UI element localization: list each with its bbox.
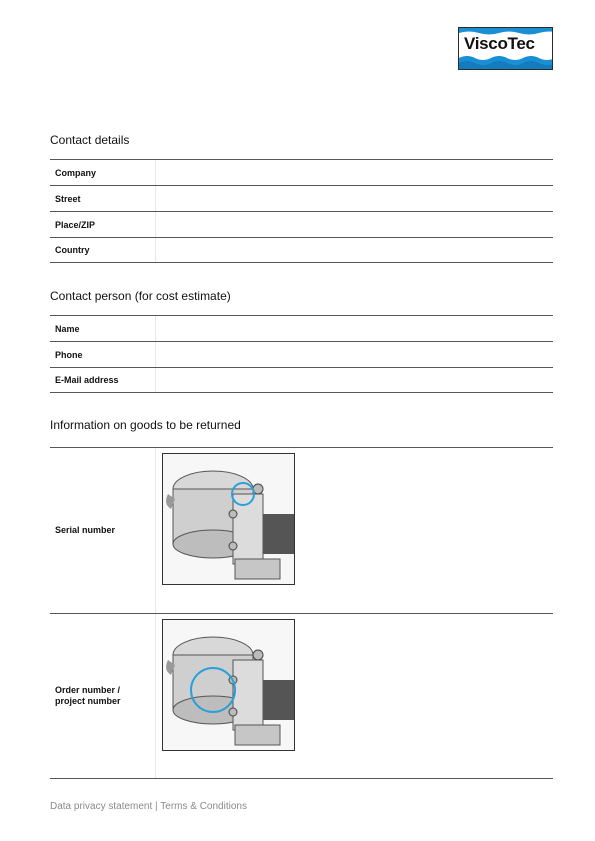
goods-title: Information on goods to be returned — [50, 418, 241, 432]
table-row — [50, 315, 553, 341]
row-label: Place/ZIP — [55, 219, 96, 230]
footer-separator: | — [155, 801, 158, 812]
goods-table — [50, 447, 553, 779]
table-row — [50, 211, 553, 237]
terms-link[interactable]: Terms & Conditions — [160, 801, 247, 812]
table-row — [50, 447, 553, 613]
logo-text: ViscoTec — [464, 34, 535, 53]
contact-person-table — [50, 315, 553, 393]
row-label: Phone — [55, 349, 83, 360]
footer — [50, 801, 247, 812]
row-label: Street — [55, 193, 81, 204]
phone-field[interactable] — [155, 342, 553, 367]
contact-person-title: Contact person (for cost estimate) — [50, 289, 231, 303]
viscotec-logo — [458, 27, 553, 70]
order-number-label-line2: project number — [55, 696, 121, 706]
name-field[interactable] — [155, 316, 553, 341]
table-row — [50, 613, 553, 779]
country-field[interactable] — [155, 238, 553, 262]
row-label — [50, 614, 155, 778]
contact-details-table — [50, 159, 553, 263]
table-row — [50, 159, 553, 185]
row-label — [50, 448, 155, 613]
order-number-label-line1: Order number / — [55, 685, 121, 695]
table-row — [50, 341, 553, 367]
serial-number-photo — [162, 453, 295, 585]
company-field[interactable] — [155, 160, 553, 185]
order-number-photo — [162, 619, 295, 751]
row-label: Country — [55, 245, 90, 255]
place-zip-field[interactable] — [155, 212, 553, 237]
table-row — [50, 185, 553, 211]
row-label: E-Mail address — [55, 375, 119, 385]
row-label: Company — [55, 167, 97, 178]
email-field[interactable] — [155, 368, 553, 392]
serial-number-label: Serial number — [55, 525, 116, 535]
contact-details-title: Contact details — [50, 133, 130, 147]
row-label: Name — [55, 323, 80, 334]
table-row — [50, 237, 553, 263]
table-row — [50, 367, 553, 393]
street-field[interactable] — [155, 186, 553, 211]
privacy-link[interactable]: Data privacy statement — [50, 801, 153, 812]
